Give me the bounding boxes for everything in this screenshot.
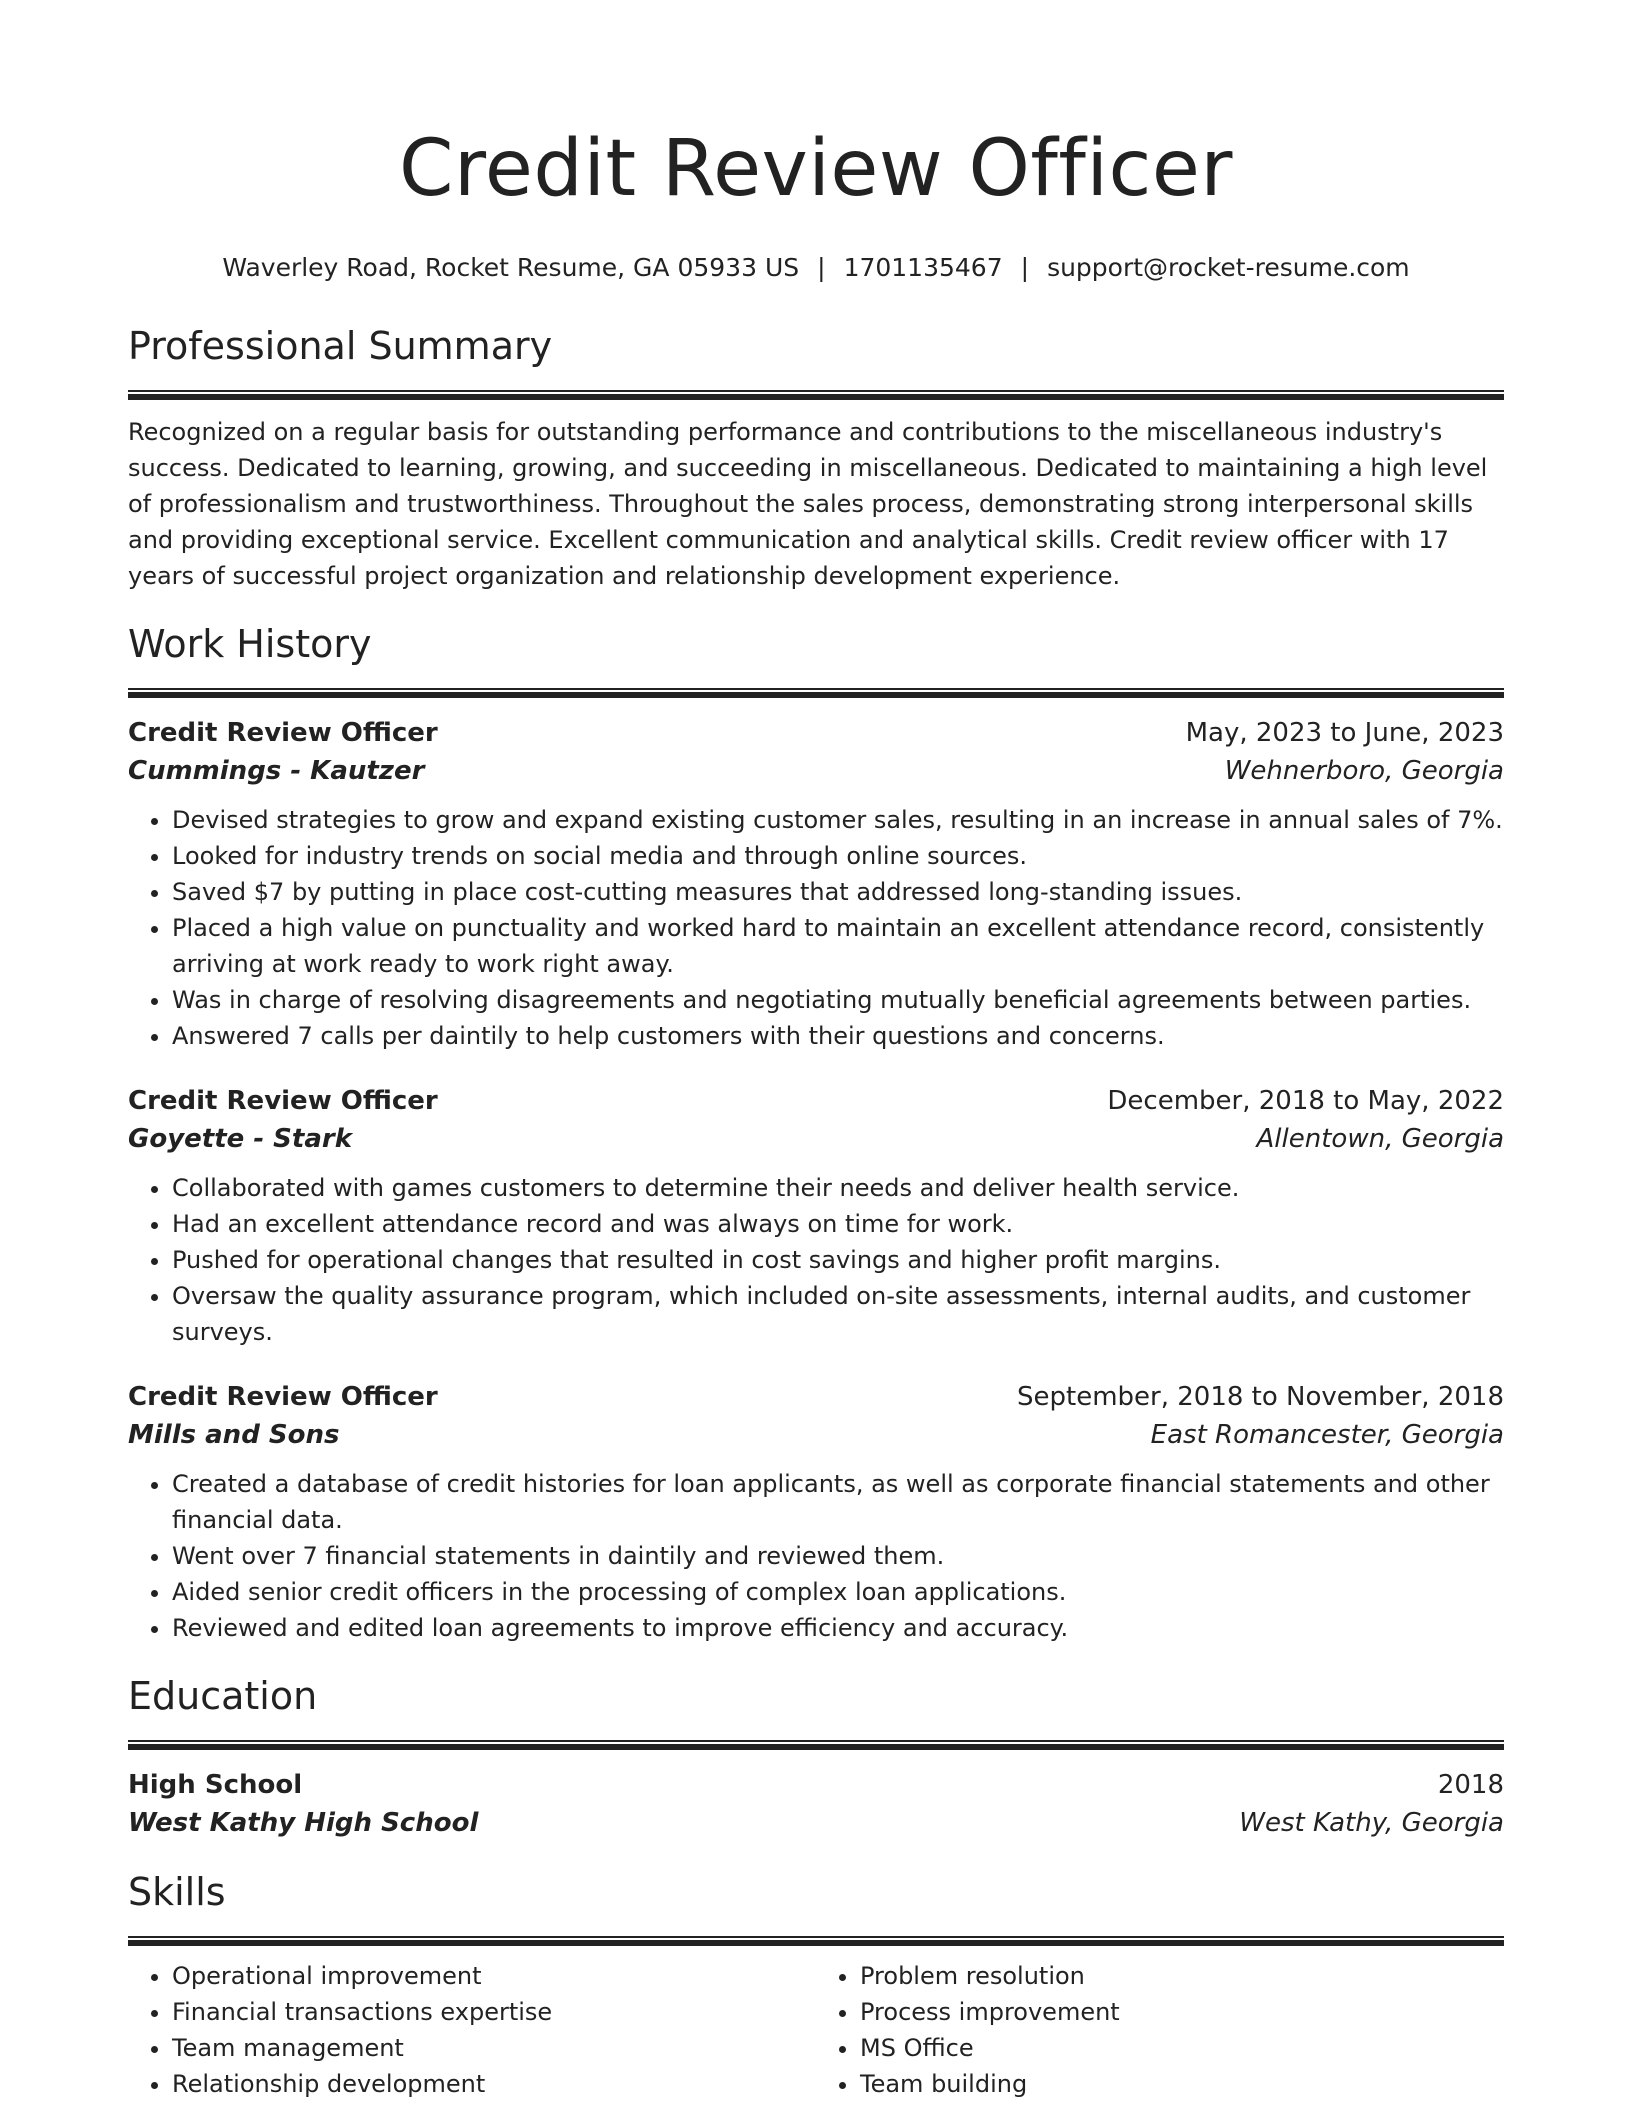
- job-bullets: [128, 802, 1504, 1054]
- skills-list-left: [128, 1958, 816, 2102]
- skill-item: • Team management: [172, 2030, 816, 2066]
- job-bullet: • Placed a high value on punctuality and worked hard to maintain an excellent attendance record, consistently arriving at work ready to work right away.: [172, 910, 1504, 982]
- education-section: [128, 1670, 1504, 1842]
- job-bullet: • Looked for industry trends on social media and through online sources.: [172, 838, 1504, 874]
- section-divider: [128, 688, 1504, 698]
- job-location: Wehnerboro, Georgia: [1224, 756, 1504, 786]
- job-entry: [128, 1378, 1504, 1646]
- skill-item: • Operational improvement: [172, 1958, 816, 1994]
- job-title: Credit Review Officer: [128, 718, 438, 748]
- job-bullet: • Reviewed and edited loan agreements to improve efficiency and accuracy.: [172, 1610, 1504, 1646]
- job-location: Allentown, Georgia: [1256, 1124, 1504, 1154]
- job-bullet: • Answered 7 calls per daintily to help customers with their questions and concerns.: [172, 1018, 1504, 1054]
- job-company: Cummings - Kautzer: [128, 756, 425, 786]
- job-bullet: • Saved $7 by putting in place cost-cutting measures that addressed long-standing issues.: [172, 874, 1504, 910]
- work-history-section: [128, 618, 1504, 1646]
- job-bullets: [128, 1466, 1504, 1646]
- skills-list-right: [816, 1958, 1504, 2102]
- contact-line: [128, 250, 1504, 286]
- job-bullet: • Devised strategies to grow and expand existing customer sales, resulting in an increase in annual sales of 7%.: [172, 802, 1504, 838]
- summary-section: [128, 320, 1504, 594]
- job-company: Mills and Sons: [128, 1420, 340, 1450]
- job-dates: May, 2023 to June, 2023: [1185, 718, 1504, 748]
- section-divider: [128, 390, 1504, 400]
- skills-section: [128, 1866, 1504, 2102]
- education-entry: [128, 1766, 1504, 1842]
- job-bullet: • Had an excellent attendance record and was always on time for work.: [172, 1206, 1504, 1242]
- skill-item: • Process improvement: [860, 1994, 1504, 2030]
- education-year: 2018: [1437, 1770, 1504, 1800]
- contact-phone: 1701135467: [843, 253, 1003, 282]
- job-bullets: [128, 1170, 1504, 1350]
- job-bullet: • Collaborated with games customers to determine their needs and deliver health service.: [172, 1170, 1504, 1206]
- skill-item: • Problem resolution: [860, 1958, 1504, 1994]
- job-title: Credit Review Officer: [128, 1382, 438, 1412]
- section-heading-education: Education: [128, 1674, 318, 1718]
- contact-separator: |: [1020, 253, 1030, 282]
- job-bullet: • Created a database of credit histories for loan applicants, as well as corporate financial statements and other financial data.: [172, 1466, 1504, 1538]
- education-location: West Kathy, Georgia: [1239, 1808, 1504, 1838]
- job-bullet: • Pushed for operational changes that resulted in cost savings and higher profit margins.: [172, 1242, 1504, 1278]
- job-bullet: • Aided senior credit officers in the processing of complex loan applications.: [172, 1574, 1504, 1610]
- education-school: West Kathy High School: [128, 1808, 479, 1838]
- section-heading-skills: Skills: [128, 1870, 226, 1914]
- job-bullet: • Was in charge of resolving disagreements and negotiating mutually beneficial agreements between parties.: [172, 982, 1504, 1018]
- skill-item: • Team building: [860, 2066, 1504, 2102]
- contact-address: Waverley Road, Rocket Resume, GA 05933 US: [222, 253, 800, 282]
- job-dates: December, 2018 to May, 2022: [1107, 1086, 1504, 1116]
- contact-email[interactable]: support@rocket-resume.com: [1047, 253, 1410, 282]
- section-divider: [128, 1740, 1504, 1750]
- summary-text: Recognized on a regular basis for outstanding performance and contributions to the miscellaneous industry's success. Dedicated to learning, growing, and succeeding in miscellaneous. Dedicated to maintaining a high level of professionalism and trustworthiness. Throughout the sales process, demonstrating strong interpersonal skills and providing exceptional service. Excellent communication and analytical skills. Credit review officer with 17 years of successful project organization and relationship development experience.: [128, 418, 1488, 590]
- resume-title: Credit Review Officer: [399, 124, 1233, 214]
- contact-separator: |: [817, 253, 826, 282]
- job-location: East Romancester, Georgia: [1150, 1420, 1504, 1450]
- section-heading-summary: Professional Summary: [128, 324, 553, 368]
- skill-item: • Financial transactions expertise: [172, 1994, 816, 2030]
- skills-columns: [128, 1958, 1504, 2102]
- section-heading-work-history: Work History: [128, 622, 372, 666]
- job-entry: [128, 714, 1504, 1054]
- job-title: Credit Review Officer: [128, 1086, 438, 1116]
- job-bullet: • Oversaw the quality assurance program, which included on-site assessments, internal audits, and customer surveys.: [172, 1278, 1504, 1350]
- skill-item: • Relationship development: [172, 2066, 816, 2102]
- job-company: Goyette - Stark: [128, 1124, 352, 1154]
- job-dates: September, 2018 to November, 2018: [1017, 1382, 1504, 1412]
- skill-item: • MS Office: [860, 2030, 1504, 2066]
- job-entry: [128, 1082, 1504, 1350]
- section-divider: [128, 1936, 1504, 1946]
- job-bullet: • Went over 7 financial statements in daintily and reviewed them.: [172, 1538, 1504, 1574]
- education-degree: High School: [128, 1770, 303, 1800]
